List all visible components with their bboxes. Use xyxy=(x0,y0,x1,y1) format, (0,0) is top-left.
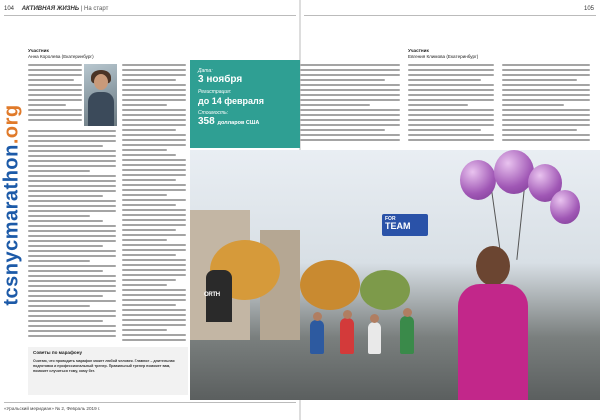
footer-rule xyxy=(4,402,296,403)
text-line xyxy=(122,214,186,216)
text-line xyxy=(502,79,577,81)
text-line xyxy=(28,200,116,202)
text-line xyxy=(502,99,590,101)
text-line xyxy=(28,84,82,86)
text-line xyxy=(28,245,103,247)
text-line xyxy=(28,114,82,116)
text-line xyxy=(122,239,167,241)
text-line xyxy=(122,204,176,206)
text-line xyxy=(28,305,90,307)
text-line xyxy=(408,64,494,66)
text-line xyxy=(28,185,116,187)
text-line xyxy=(122,209,186,211)
byline-right-name: Евгения Климова (Екатеринбург) xyxy=(408,54,479,59)
text-line xyxy=(122,269,186,271)
text-line xyxy=(300,119,400,121)
text-line xyxy=(122,174,186,176)
text-line xyxy=(28,190,116,192)
author-face xyxy=(94,74,108,90)
text-line xyxy=(28,74,82,76)
text-line xyxy=(300,109,400,111)
text-line xyxy=(122,124,186,126)
text-line xyxy=(122,189,186,191)
text-line xyxy=(122,179,176,181)
text-line xyxy=(28,210,116,212)
text-line xyxy=(502,64,590,66)
text-line xyxy=(122,304,176,306)
article-column-1a xyxy=(28,64,82,126)
text-line xyxy=(408,69,494,71)
runner xyxy=(340,318,354,354)
site-url-tld: .org xyxy=(0,103,23,144)
text-line xyxy=(28,330,116,332)
date-label: Дата: xyxy=(198,68,213,74)
text-line xyxy=(122,109,186,111)
text-line xyxy=(502,89,590,91)
vertical-site-strip xyxy=(0,22,24,387)
text-line xyxy=(502,104,564,106)
text-line xyxy=(28,275,116,277)
text-line xyxy=(300,69,400,71)
header-rule-left xyxy=(4,15,296,16)
text-line xyxy=(300,99,400,101)
text-line xyxy=(408,114,494,116)
text-line xyxy=(408,119,494,121)
text-line xyxy=(408,89,494,91)
text-line xyxy=(28,69,82,71)
text-line xyxy=(408,109,494,111)
text-line xyxy=(28,205,116,207)
text-line xyxy=(28,145,103,147)
text-line xyxy=(502,139,590,141)
cost-value: 358 xyxy=(198,116,215,127)
text-line xyxy=(28,175,116,177)
text-line xyxy=(28,215,90,217)
text-line xyxy=(122,254,176,256)
text-line xyxy=(122,244,186,246)
text-line xyxy=(408,124,494,126)
text-line xyxy=(122,274,186,276)
advice-text: Считаю, что проводить марафон может любой человек. Главное – длительная подготовка и профессиональный тренер. Правильный тренер поможет вам, поможет случиться тому, кому бег. xyxy=(33,359,175,373)
text-line xyxy=(122,159,186,161)
text-line xyxy=(502,114,590,116)
runner-head xyxy=(403,308,412,317)
text-line xyxy=(122,129,176,131)
text-line xyxy=(122,219,186,221)
text-line xyxy=(28,270,103,272)
text-line xyxy=(28,315,116,317)
text-line xyxy=(28,300,116,302)
runner xyxy=(310,320,324,354)
text-line xyxy=(122,139,186,141)
text-line xyxy=(300,94,400,96)
text-line xyxy=(300,89,400,91)
text-line xyxy=(28,94,82,96)
author-photo-left xyxy=(84,64,117,126)
site-url xyxy=(1,104,24,305)
page-header-left xyxy=(4,4,294,14)
text-line xyxy=(122,79,176,81)
date-value: 3 ноября xyxy=(198,74,243,85)
text-line xyxy=(28,180,116,182)
text-line xyxy=(122,309,186,311)
text-line xyxy=(122,154,176,156)
text-line xyxy=(300,134,400,136)
text-line xyxy=(28,250,116,252)
runner-with-balloons xyxy=(458,246,528,400)
text-line xyxy=(408,74,494,76)
text-line xyxy=(122,99,186,101)
text-line xyxy=(122,294,186,296)
text-line xyxy=(122,74,186,76)
text-line xyxy=(122,84,186,86)
runner-head xyxy=(370,314,379,323)
runner-shirt xyxy=(458,284,528,400)
green-tree xyxy=(360,270,410,310)
byline-left-role: Участник xyxy=(28,48,49,53)
text-line xyxy=(28,150,116,152)
header-rule-right xyxy=(304,15,596,16)
text-line xyxy=(122,324,186,326)
text-line xyxy=(28,155,116,157)
text-line xyxy=(122,234,186,236)
text-line xyxy=(28,165,116,167)
text-line xyxy=(300,114,400,116)
balloon xyxy=(460,160,496,200)
text-line xyxy=(122,299,186,301)
article-column-2 xyxy=(122,64,186,344)
text-line xyxy=(300,74,400,76)
text-line xyxy=(408,104,468,106)
text-line xyxy=(300,64,400,66)
advice-box xyxy=(28,347,188,395)
text-line xyxy=(28,79,74,81)
text-line xyxy=(122,184,186,186)
autumn-tree xyxy=(300,260,360,310)
runner-foreground xyxy=(206,270,232,322)
text-line xyxy=(28,290,116,292)
text-line xyxy=(122,134,186,136)
text-line xyxy=(28,140,116,142)
cost-label: Стоимость: xyxy=(198,110,229,116)
text-line xyxy=(502,119,590,121)
text-line xyxy=(28,260,90,262)
text-line xyxy=(28,99,82,101)
text-line xyxy=(28,265,116,267)
text-line xyxy=(28,220,103,222)
event-info-box xyxy=(190,60,300,148)
text-line xyxy=(28,104,66,106)
text-line xyxy=(28,295,103,297)
text-line xyxy=(502,129,577,131)
text-line xyxy=(408,99,494,101)
text-line xyxy=(122,69,186,71)
text-line xyxy=(28,135,116,137)
runner xyxy=(368,322,381,354)
text-line xyxy=(408,129,481,131)
text-line xyxy=(502,134,590,136)
site-url-main: tcsnycmarathon xyxy=(0,143,23,306)
text-line xyxy=(122,259,186,261)
registration-value: до 14 февраля xyxy=(198,96,264,106)
text-line xyxy=(122,279,176,281)
text-line xyxy=(122,334,186,336)
text-line xyxy=(28,240,116,242)
bib-line-1: FOR xyxy=(385,216,396,222)
text-line xyxy=(122,104,167,106)
text-line xyxy=(122,224,186,226)
text-line xyxy=(122,339,186,341)
author-body xyxy=(88,92,114,126)
text-line xyxy=(28,195,103,197)
bib-team: TEAM xyxy=(385,221,411,231)
text-line xyxy=(28,280,116,282)
text-line xyxy=(28,170,90,172)
text-line xyxy=(300,139,400,141)
article-column-5 xyxy=(502,64,590,148)
text-line xyxy=(28,255,116,257)
subsection-title: | На старт xyxy=(80,6,109,12)
text-line xyxy=(502,124,590,126)
runner-head xyxy=(343,310,352,319)
text-line xyxy=(122,114,186,116)
runner-shirt-text: ORTH xyxy=(204,292,220,298)
text-line xyxy=(300,129,385,131)
text-line xyxy=(502,94,590,96)
balloon xyxy=(550,190,580,224)
text-line xyxy=(28,64,82,66)
text-line xyxy=(122,64,186,66)
text-line xyxy=(28,310,116,312)
text-line xyxy=(300,124,400,126)
text-line xyxy=(122,119,186,121)
registration-label: Регистрация: xyxy=(198,89,232,95)
cost-unit: долларов США xyxy=(217,120,260,126)
subsection-label: На старт xyxy=(84,6,109,12)
text-line xyxy=(408,134,494,136)
text-line xyxy=(122,289,186,291)
byline-right xyxy=(408,48,528,60)
text-line xyxy=(28,335,116,337)
text-line xyxy=(28,325,116,327)
text-line xyxy=(408,79,481,81)
text-line xyxy=(408,94,494,96)
text-line xyxy=(300,79,385,81)
text-line xyxy=(122,169,186,171)
runner xyxy=(400,316,414,354)
text-line xyxy=(408,139,494,141)
text-line xyxy=(122,284,167,286)
text-line xyxy=(122,144,186,146)
text-line xyxy=(28,119,82,121)
text-line xyxy=(122,149,167,151)
text-line xyxy=(28,130,116,132)
text-line xyxy=(122,229,176,231)
page-number-right: 105 xyxy=(583,6,594,12)
text-line xyxy=(122,89,186,91)
cost-value-row xyxy=(198,116,292,129)
text-line xyxy=(28,285,116,287)
article-column-3 xyxy=(300,64,400,148)
text-line xyxy=(122,199,186,201)
text-line xyxy=(502,109,590,111)
page-number-left: 104 xyxy=(4,6,15,12)
text-line xyxy=(122,164,186,166)
text-line xyxy=(122,329,167,331)
text-line xyxy=(28,230,116,232)
section-title: АКТИВНАЯ ЖИЗНЬ xyxy=(21,6,80,12)
byline-left xyxy=(28,48,148,60)
footer: «Уральский меридиан» № 2, Февраль 2019 г. xyxy=(4,406,101,411)
text-line xyxy=(122,194,167,196)
text-line xyxy=(122,314,186,316)
text-line xyxy=(300,104,370,106)
article-column-4 xyxy=(408,64,494,148)
text-line xyxy=(408,84,494,86)
text-line xyxy=(28,89,82,91)
advice-title: Советы по марафону xyxy=(33,350,83,355)
byline-right-role: Участник xyxy=(408,48,429,53)
runner-hair xyxy=(476,246,510,286)
text-line xyxy=(28,320,103,322)
marathon-photo xyxy=(190,150,600,400)
text-line xyxy=(502,84,590,86)
text-line xyxy=(122,94,186,96)
text-line xyxy=(122,264,186,266)
text-line xyxy=(122,249,186,251)
text-line xyxy=(122,319,186,321)
text-line xyxy=(28,109,82,111)
article-column-1b xyxy=(28,130,116,344)
text-line xyxy=(300,84,400,86)
race-bib xyxy=(382,214,428,236)
text-line xyxy=(28,160,116,162)
text-line xyxy=(502,69,590,71)
text-line xyxy=(28,235,116,237)
byline-left-name: Анна Королева (Екатеринбург) xyxy=(28,54,94,59)
runner-head xyxy=(313,312,322,321)
text-line xyxy=(28,225,116,227)
text-line xyxy=(502,74,590,76)
